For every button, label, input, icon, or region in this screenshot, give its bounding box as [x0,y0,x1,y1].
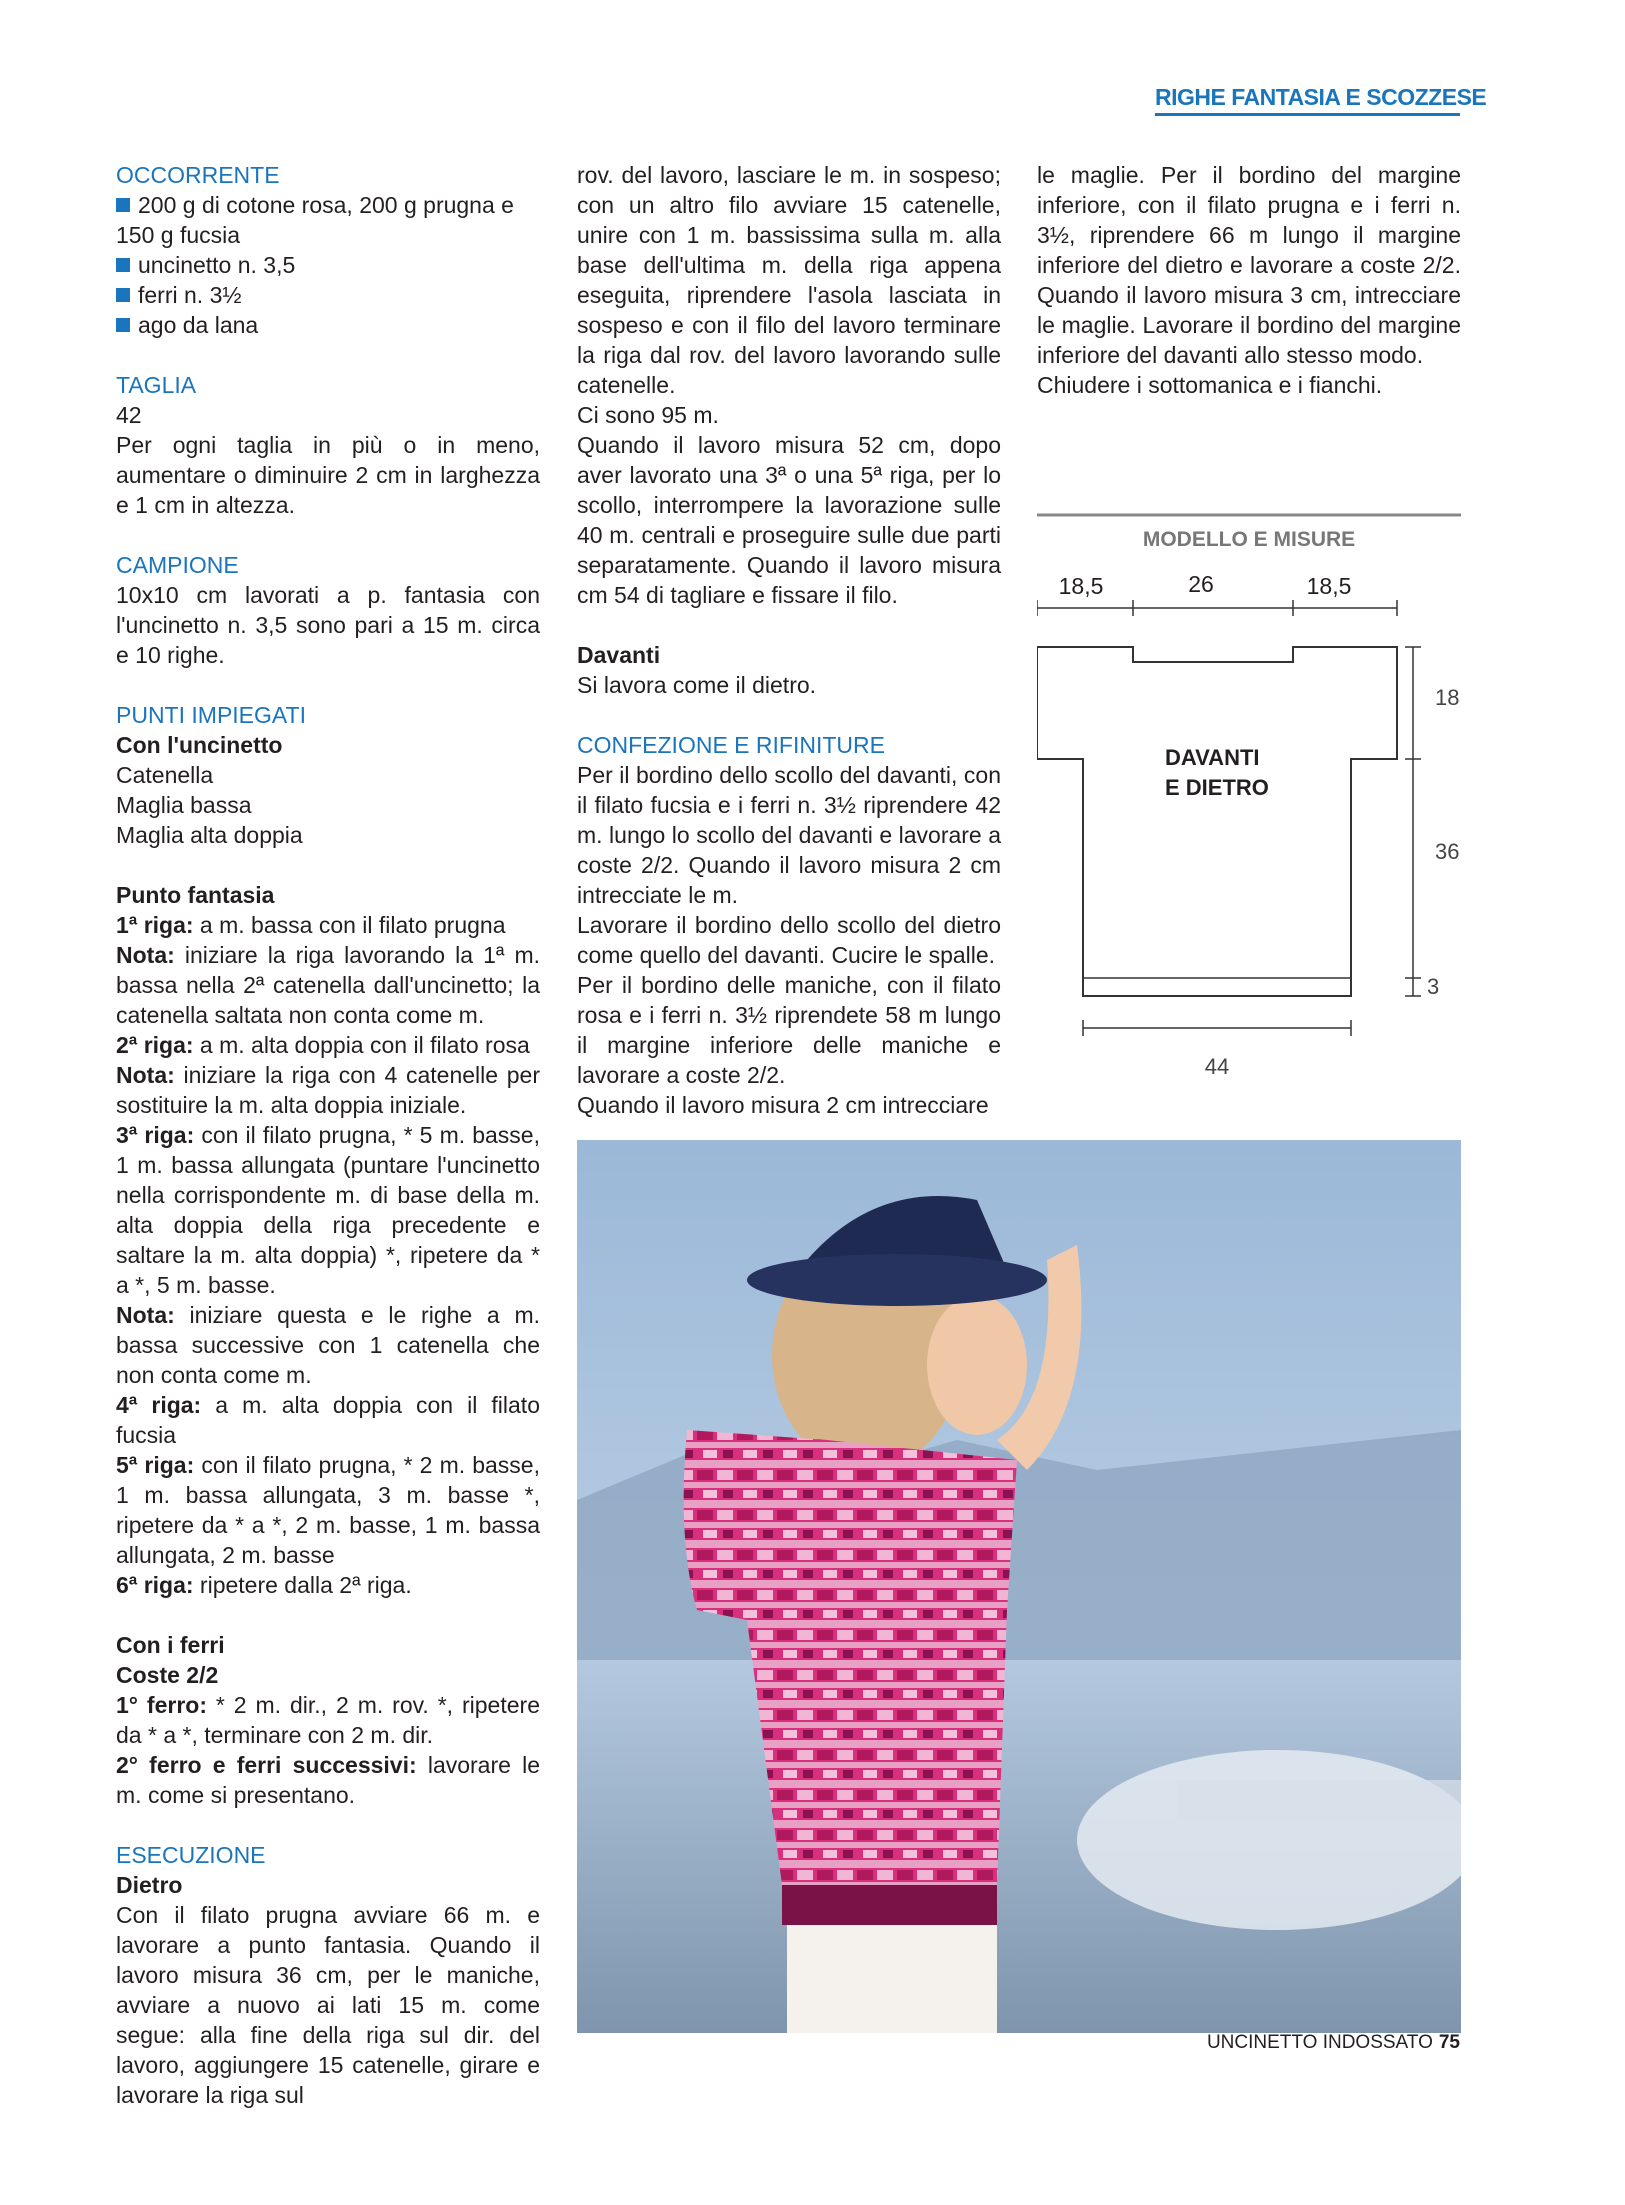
confezione-p3: Per il bordino delle maniche, con il filato rosa e i ferri n. 3½ riprendete 58 m lungo il margine inferiore delle maniche e lavorare a coste 2/2. [577,972,1001,1088]
dim-top-right: 18,5 [1306,573,1352,599]
finishing-p1: le maglie. Per il bordino del margine inferiore, con il filato prugna e i ferri n. 3½, riprendere 66 m lungo il margine inferiore del dietro e lavorare a coste 2/2. Quando il lavoro misura 3 cm, intrecciare le maglie. Lavorare il bordino del margine inferiore del davanti allo stesso modo. [1037,162,1461,368]
fantasia-line: 4ª riga: a m. alta doppia con il filato fucsia [116,1392,540,1448]
dim-right-top: 18 [1435,685,1460,710]
fantasia-line: 1ª riga: a m. bassa con il filato prugna [116,912,506,938]
dim-right-bottom: 3 [1427,974,1440,999]
davanti-title: Davanti [577,642,661,668]
confezione-p4: Quando il lavoro misura 2 cm intrecciare [577,1092,989,1118]
bullet-icon [116,288,130,302]
bullet-icon [116,198,130,212]
diagram-label-line2: E DIETRO [1165,775,1269,800]
page-footer [1160,2032,1460,2054]
occorrente-item: uncinetto n. 3,5 [116,250,540,280]
occorrente-item: 200 g di cotone rosa, 200 g prugna e 150 g fucsia [116,192,514,248]
dietro-text: Con il filato prugna avviare 66 m. e lavorare a punto fantasia. Quando il lavoro misura 36 cm, per le maniche, avviare a nuovo ai lati 15 m. come segue: alla fine della riga sul dir. del lavoro, aggiungere 15 catenelle, girare e lavorare la riga sul [116,1902,540,2108]
campione-title: CAMPIONE [116,552,239,578]
model-photo [577,1140,1461,2033]
dietro-count: Ci sono 95 m. [577,402,719,428]
schematic-diagram [1037,512,1461,1092]
diagram-label-line1: DAVANTI [1165,745,1260,770]
esecuzione-title: ESECUZIONE [116,1842,266,1868]
coste-line: 2° ferro e ferri successivi: lavorare le m. come si presentano. [116,1752,540,1808]
fantasia-title: Punto fantasia [116,882,275,908]
stitch-item: Catenella [116,762,214,788]
punti-title: PUNTI IMPIEGATI [116,702,306,728]
fantasia-line: Nota: iniziare la riga con 4 catenelle per sostituire la m. alta doppia iniziale. [116,1062,540,1118]
dim-bottom: 44 [1204,1054,1230,1079]
header-rule [1155,113,1460,116]
campione-text: 10x10 cm lavorati a p. fantasia con l'uncinetto n. 3,5 sono pari a 15 m. circa e 10 righe. [116,582,540,668]
fantasia-line: 3ª riga: con il filato prugna, * 5 m. basse, 1 m. bassa allungata (puntare l'uncinetto nella corrispondente m. di base della m. alta doppia della riga precedente e saltare la m. alta doppia) *, ripetere da * a *, 5 m. basse. [116,1122,540,1298]
stitch-item: Maglia alta doppia [116,822,303,848]
ferri-title: Con i ferri [116,1632,225,1658]
dim-top-left: 18,5 [1058,573,1104,599]
occorrente-item: ferri n. 3½ [116,280,540,310]
fantasia-line: Nota: iniziare questa e le righe a m. bassa successive con 1 catenella che non conta come m. [116,1302,540,1388]
coste-line: 1° ferro: * 2 m. dir., 2 m. rov. *, ripetere da * a *, terminare con 2 m. dir. [116,1692,540,1748]
davanti-text: Si lavora come il dietro. [577,672,817,698]
fantasia-line: 5ª riga: con il filato prugna, * 2 m. basse, 1 m. bassa allungata, 3 m. basse *, ripetere da * a *, 2 m. basse, 1 m. bassa allungata, 2 m. basse [116,1452,540,1568]
column-2 [577,160,1001,1120]
dim-top-mid: 26 [1188,571,1214,597]
dietro-title: Dietro [116,1872,183,1898]
column-1 [116,160,540,2110]
taglia-text: Per ogni taglia in più o in meno, aumentare o diminuire 2 cm in larghezza e 1 cm in altezza. [116,432,540,518]
diagram-title: MODELLO E MISURE [1142,528,1356,551]
coste-title: Coste 2/2 [116,1662,219,1688]
bullet-icon [116,258,130,272]
dietro-cont: rov. del lavoro, lasciare le m. in sospeso; con un altro filo avviare 15 catenelle, unire con 1 m. bassissima sulla m. alla base dell'ultima m. della riga appena eseguita, riprendere l'asola lasciata in sospeso e con il filo del lavoro terminare la riga dal rov. del lavoro lavorando sulle catenelle. [577,162,1001,398]
finishing-p2: Chiudere i sottomanica e i fianchi. [1037,372,1383,398]
occorrente-item: ago da lana [116,310,540,340]
taglia-title: TAGLIA [116,372,197,398]
stitch-item: Maglia bassa [116,792,252,818]
page-number: 75 [1438,2032,1460,2053]
bullet-icon [116,318,130,332]
uncinetto-title: Con l'uncinetto [116,732,283,758]
column-3 [1037,160,1461,400]
dietro-cont2: Quando il lavoro misura 52 cm, dopo aver lavorato una 3ª o una 5ª riga, per lo scollo, interrompere la lavorazione sulle 40 m. centrali e proseguire sulle due parti separatamente. Quando il lavoro misura cm 54 di tagliare e fissare il filo. [577,432,1001,608]
fantasia-line: 6ª riga: ripetere dalla 2ª riga. [116,1572,412,1598]
section-header: RIGHE FANTASIA E SCOZZESE [1155,84,1487,110]
taglia-value: 42 [116,402,142,428]
occorrente-title: OCCORRENTE [116,162,280,188]
fantasia-line: 2ª riga: a m. alta doppia con il filato rosa [116,1032,530,1058]
dim-right-mid: 36 [1435,839,1460,864]
magazine-name: UNCINETTO INDOSSATO [1206,2032,1433,2053]
confezione-p2: Lavorare il bordino dello scollo del dietro come quello del davanti. Cucire le spalle. [577,912,1001,968]
confezione-p1: Per il bordino dello scollo del davanti, con il filato fucsia e i ferri n. 3½ riprendere 42 m. lungo lo scollo del davanti e lavorare a coste 2/2. Quando il lavoro misura 2 cm intrecciate le m. [577,762,1001,908]
fantasia-line: Nota: iniziare la riga lavorando la 1ª m. bassa nella 2ª catenella dall'uncinetto; la catenella saltata non conta come m. [116,942,540,1028]
confezione-title: CONFEZIONE E RIFINITURE [577,732,885,758]
